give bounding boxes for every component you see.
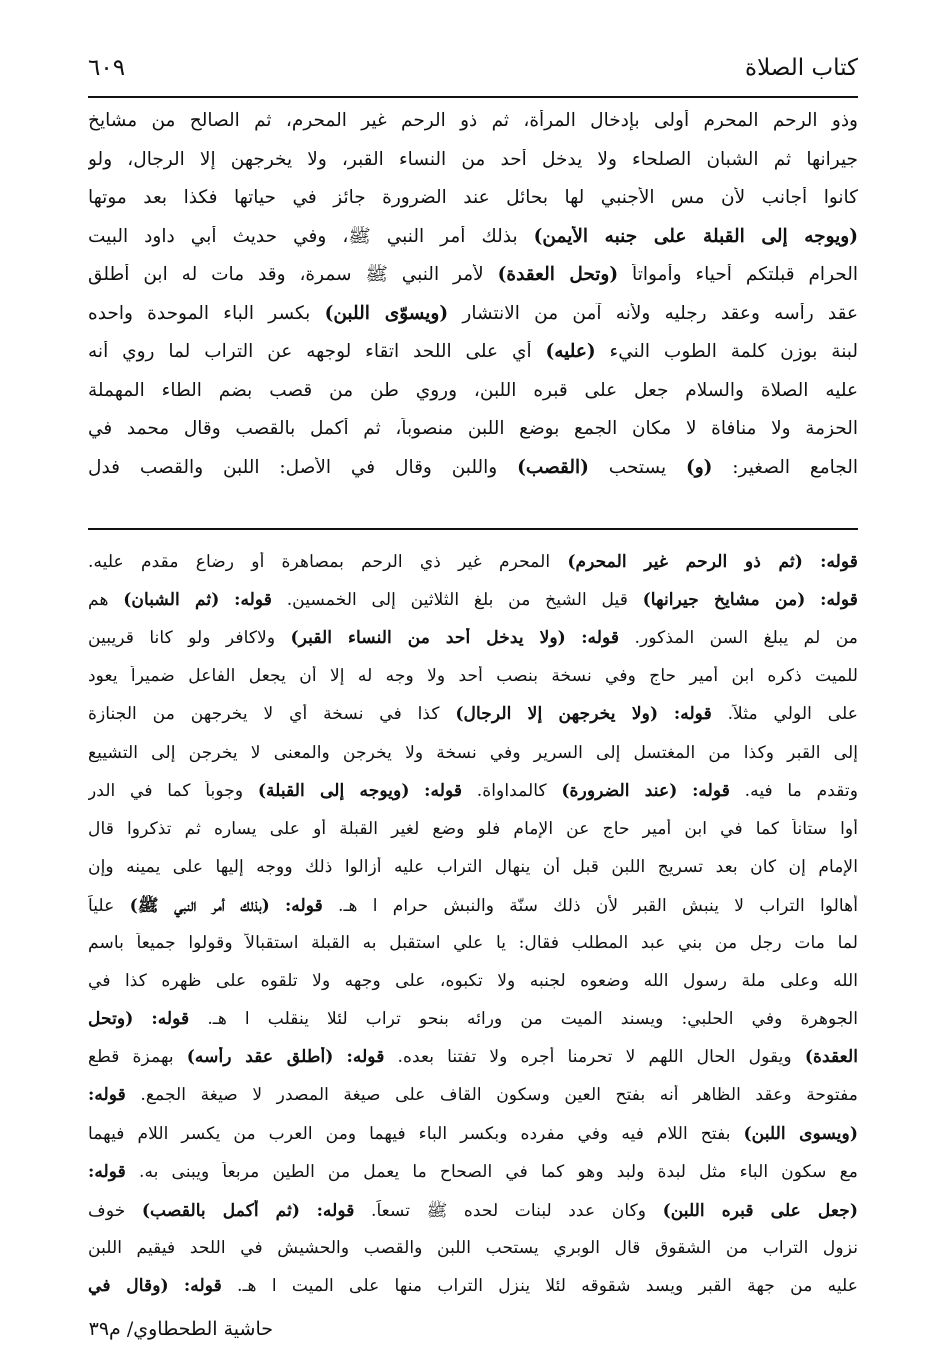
footnote-segment: مفتوحة وعقد الظاهر أنه بفتح العين وسكون القاف على صيغة المصدر لا صيغة الجمع. <box>125 1085 858 1106</box>
footnote-segment: وتقدم ما فيه. <box>729 780 858 801</box>
footnote-separator <box>88 528 858 530</box>
footnote-segment: وجوباً كما في الدر <box>88 780 258 801</box>
footnote-segment: كالمداواة. <box>462 780 562 801</box>
main-text-line <box>88 341 858 362</box>
footnote-segment <box>333 1047 346 1067</box>
footnote-segment: (بذلك أمر النبي ﷺ) <box>129 895 270 916</box>
footnote-segment: قوله: <box>820 590 858 611</box>
footnote-segment: (أطلق عقد رأسه) <box>186 1047 334 1068</box>
footnote-line <box>88 552 858 572</box>
main-text-line <box>88 226 858 252</box>
footnote-line <box>88 895 858 920</box>
footnote-segment: قوله: <box>234 590 272 611</box>
main-text-segment: أي على اللحد اتقاء لوجهه عن التراب لما روي أنه <box>88 341 546 362</box>
page-header <box>88 50 858 86</box>
footnote-line <box>88 1124 858 1144</box>
main-text-line <box>88 457 858 478</box>
footnote-segment: لما مات رجل من بني عبد المطلب فقال: يا علي استقبل به القبلة استقبالاً وقولوا جميعاً باسم <box>88 933 858 953</box>
main-text-line <box>88 380 858 401</box>
footnote-segment: قوله: <box>346 1047 385 1068</box>
main-text-segment: (ويوجه إلى القبلة على جنبه الأيمن) <box>533 225 858 247</box>
footnote-segment: (ثم ذو الرحم غير المحرم) <box>567 552 803 572</box>
main-text-line <box>88 418 858 439</box>
header-rule <box>88 96 858 98</box>
footnote-segment: عليه من جهة القبر ويسد شقوقه لئلا ينزل التراب منها على الميت ا هـ. <box>221 1275 858 1296</box>
main-text-segment: (و) <box>685 456 713 478</box>
footnote-segment: أهالوا التراب لا ينبش القبر لأن ذلك سنّة والنبش حرام ا هـ. <box>322 895 858 916</box>
footnote-segment: قوله: <box>284 895 323 916</box>
footnote-segment <box>658 704 674 724</box>
footnote-segment: على الولي مثلاً. <box>711 704 858 725</box>
footnote-segment: قوله: <box>88 1085 126 1106</box>
footnote-line <box>88 781 858 801</box>
footnote-segment: قوله: <box>316 1200 355 1221</box>
main-text-segment: (ويسوّى اللبن) <box>324 302 449 324</box>
footnote-segment: (ولا يخرجهن إلا الرجال) <box>455 704 659 725</box>
footnote-segment: (ثم الشبان) <box>123 590 220 611</box>
main-text-segment: بذلك أمر النبي ﷺ، وفي حديث أبي داود البيت <box>88 225 534 247</box>
footnote-segment: خوف <box>88 1200 142 1221</box>
footnote-line <box>88 1085 858 1105</box>
footnote-segment: قوله: <box>820 552 858 572</box>
footnote-segment <box>409 781 424 801</box>
footnote-segment: قوله: <box>424 780 463 801</box>
footnote-line <box>88 933 858 953</box>
main-text-line <box>88 303 858 324</box>
footnote-segment: وكان عدد لبنات لحده ﷺ تسعاً. <box>354 1200 663 1221</box>
main-text-segment: (وتحل العقدة) <box>497 264 619 285</box>
footnote-segment <box>803 552 820 572</box>
footnote-line <box>88 1238 858 1258</box>
footnote-line <box>88 628 858 648</box>
main-text-segment: (القصب) <box>517 456 589 478</box>
footnote-segment: من لم يبلغ السن المذكور. <box>619 628 858 649</box>
footnote-segment: (جعل على قبره اللبن) <box>662 1200 858 1221</box>
footnote-segment <box>270 896 285 916</box>
footnote-line <box>88 590 858 610</box>
main-text-segment: يستحب <box>588 456 686 478</box>
footnote-segment: قوله: <box>581 628 620 649</box>
footnote-segment: (وتحل <box>88 1009 134 1030</box>
main-text-segment: لأمر النبي ﷺ سمرة، وقد مات له ابن أطلق <box>88 264 498 285</box>
footnote-segment: قيل الشيخ من بلغ الثلاثين إلى الخمسين. <box>272 590 643 611</box>
footnote-segment: مع سكون الباء مثل لبدة ولبد وهو كما في الصحاح ما يعمل من الطين مربعاً ويبنى به. <box>125 1161 858 1182</box>
main-text-line <box>88 187 858 208</box>
main-text-line <box>88 264 858 290</box>
footnote-segment: إلى القبر وكذا من المغتسل إلى السرير وفي نسخة ولا يخرجن والمعنى لا يخرجن إلى التشييع <box>88 742 858 763</box>
footnote-segment: الإمام إن كان بعد تسريج اللبن قبل أن ينهال التراب عليه أزالوا ذلك ووجه إليها على يمينه وإن <box>88 856 858 877</box>
footnote-segment: علياً <box>88 895 130 916</box>
footnote-segment: ويقول الحال اللهم لا تحرمنا أجره ولا تفتنا بعده. <box>384 1047 805 1068</box>
footnote-segment: بهمزة قطع <box>88 1047 187 1068</box>
main-text-segment: الحرام قبلتكم أحياء وأمواتاً <box>618 264 858 285</box>
footnote-segment: قوله: <box>183 1275 222 1296</box>
footnote-segment: قوله: <box>692 780 730 801</box>
footnote-segment <box>300 1201 317 1221</box>
footnote-line <box>88 743 858 763</box>
footnote-segment: بفتح اللام فيه وفي مفرده وبكسر الباء فيهما ومن العرب من يكسر اللام فيهما <box>88 1123 744 1144</box>
footnote-segment: الله وعلى ملة رسول الله وضعوه لجنبه ولا تكبوه، على وجهه ولا تلقوه على ظهره كذا في <box>88 971 858 992</box>
main-text-segment: بكسر الباء الموحدة واحده <box>88 302 325 324</box>
footnote-segment: (وقال في <box>88 1275 169 1296</box>
footnote-segment: الجوهرة وفي الحلبي: ويسند الميت من ورائه بنحو تراب لئلا ينقلب ا هـ. <box>189 1009 858 1030</box>
footnote-segment: قوله: <box>673 704 712 725</box>
footnote-segment: أوا ستاناً كما في ابن أمير حاج عن الإمام فلو وضع لغير القبلة أو على يساره ثم تذكروا قال <box>88 818 858 839</box>
footnote-segment: قوله: <box>88 1161 126 1182</box>
footnote-segment: (ويوجه إلى القبلة) <box>257 780 410 801</box>
footnote-line <box>88 1009 858 1029</box>
main-text-segment: (عليه) <box>545 341 596 362</box>
footnote-segment <box>677 781 692 801</box>
footnote-segment: قوله: <box>151 1009 190 1030</box>
main-text-line <box>88 110 858 131</box>
footnote-line <box>88 1276 858 1296</box>
footnote-line <box>88 1162 858 1182</box>
signature-mark: حاشية الطحطاوي/ م٣٩ <box>88 1318 273 1340</box>
footnote-line <box>88 819 858 839</box>
footnote-line <box>88 857 858 877</box>
main-text-line <box>88 149 858 170</box>
footnote-line <box>88 666 858 686</box>
footnote-segment: (ثم أكمل بالقصب) <box>141 1200 301 1221</box>
footnote-segment: العقدة) <box>804 1047 858 1068</box>
footnote-segment: ولاكافر ولو كانا قريبين <box>88 628 291 649</box>
footnote-segment <box>566 628 581 648</box>
footnote-line <box>88 1047 858 1067</box>
main-text-segment: كانوا أجانب لأن مس الأجنبي لها بحائل عند الضرورة جائز في حياتها فكذا بعد موتها <box>88 187 858 208</box>
page-number: ٦٠٩ <box>88 55 126 81</box>
footnote-segment: (عند الضرورة) <box>561 780 678 801</box>
footnote-segment: للميت ذكره ابن أمير حاج وفي نسخة بنصب أحد ولا وجه له إلا أن يجعل الفاعل ضميراً يعود <box>88 666 858 687</box>
main-text-segment: عليه الصلاة والسلام جعل على قبره اللبن، وروي طن من قصب بضم الطاء المهملة <box>88 379 858 401</box>
main-text-segment: واللبن وقال في الأصل: اللبن والقصب فدل <box>88 456 518 478</box>
footnote-segment: هم <box>88 590 124 611</box>
footnote-segment <box>133 1009 151 1029</box>
main-text-segment: جيرانها ثم الشبان الصلحاء ولا يدخل أحد من النساء القبر، ولا يخرجهن إلا الرجال، ولو <box>88 148 858 170</box>
main-text-segment: الحزمة ولا منافاة لا مكان الجمع بوضع اللبن منصوباً، ثم أكمل بالقصب وقال محمد في <box>88 418 858 439</box>
footnote-segment: (ويسوى اللبن) <box>743 1123 858 1144</box>
main-text-segment: لبنة بوزن كلمة الطوب النيء <box>595 341 858 362</box>
footnote-segment <box>219 590 234 610</box>
footnote-line <box>88 971 858 991</box>
footnote-segment: (ولا يدخل أحد من النساء القبر) <box>290 628 566 649</box>
main-text-segment: الجامع الصغير: <box>712 456 858 478</box>
footnote-segment <box>805 590 820 610</box>
footnote-segment <box>169 1276 184 1296</box>
footnote-segment: نزول التراب من الشقوق قال الوبري يستحب اللبن والقصب والحشيش في اللحد فيقيم اللبن <box>88 1237 858 1258</box>
footnote-line <box>88 1200 858 1225</box>
main-text-segment: عقد رأسه وعقد رجليه ولأنه آمن من الانتشار <box>448 302 858 324</box>
footnote-line <box>88 704 858 724</box>
footnote-segment: كذا في نسخة أي لا يخرجهن من الجنازة <box>88 704 456 725</box>
footnote-segment: (من مشايخ جيرانها) <box>642 590 806 611</box>
main-text-segment: وذو الرحم المحرم أولى بإدخال المرأة، ثم ذو الرحم غير المحرم، ثم الصالح من مشايخ <box>88 110 858 131</box>
chapter-title: كتاب الصلاة <box>745 55 858 81</box>
footnote-segment: المحرم غير ذي الرحم بمصاهرة أو رضاع مقدم عليه. <box>88 552 568 572</box>
